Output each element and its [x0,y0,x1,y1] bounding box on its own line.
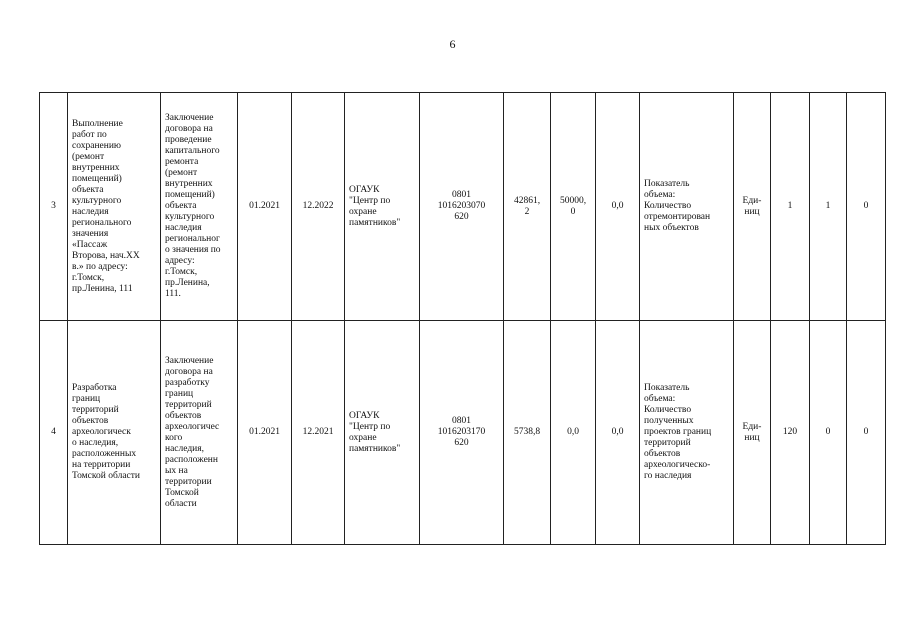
executor-cell: ОГАУК "Центр по охране памятников" [345,321,420,545]
amount-3-cell: 0,0 [596,93,640,321]
executor-cell: ОГАУК "Центр по охране памятников" [345,93,420,321]
table-row [40,321,886,545]
value-3-cell: 0 [847,321,886,545]
amount-3-cell: 0,0 [596,321,640,545]
start-date-cell: 01.2021 [238,321,292,545]
table-row [40,93,886,321]
indicator-cell: Показатель объема: Количество отремонтирован ных объектов [640,93,734,321]
amount-2-cell: 0,0 [551,321,596,545]
program-table [39,92,886,545]
budget-code-cell: 0801 1016203170 620 [420,321,504,545]
event-cell: Заключение договора на проведение капитального ремонта (ремонт внутренних помещений) объекта культурного наследия региональног о значения по адресу: г.Томск, пр.Ленина, 111. [161,93,238,321]
end-date-cell: 12.2022 [292,93,345,321]
event-cell: Заключение договора на разработку границ территорий объектов археологичес кого наследия, расположенн ых на территории Томской области [161,321,238,545]
page-number: 6 [449,37,456,51]
work-name-cell: Выполнение работ по сохранению (ремонт внутренних помещений) объекта культурного наследия регионального значения «Пассаж Второва, нач.XX в.» по адресу: г.Томск, пр.Ленина, 111 [68,93,161,321]
amount-1-cell: 42861, 2 [504,93,551,321]
value-2-cell: 1 [810,93,847,321]
unit-cell: Еди- ниц [734,93,771,321]
amount-2-cell: 50000, 0 [551,93,596,321]
work-name-cell: Разработка границ территорий объектов археологическ о наследия, расположенных на территории Томской области [68,321,161,545]
value-1-cell: 120 [771,321,810,545]
budget-code-cell: 0801 1016203070 620 [420,93,504,321]
row-number-cell: 4 [40,321,68,545]
indicator-cell: Показатель объема: Количество полученных проектов границ территорий объектов археологическо- го наследия [640,321,734,545]
amount-1-cell: 5738,8 [504,321,551,545]
unit-cell: Еди- ниц [734,321,771,545]
value-3-cell: 0 [847,93,886,321]
end-date-cell: 12.2021 [292,321,345,545]
row-number-cell: 3 [40,93,68,321]
value-2-cell: 0 [810,321,847,545]
value-1-cell: 1 [771,93,810,321]
start-date-cell: 01.2021 [238,93,292,321]
